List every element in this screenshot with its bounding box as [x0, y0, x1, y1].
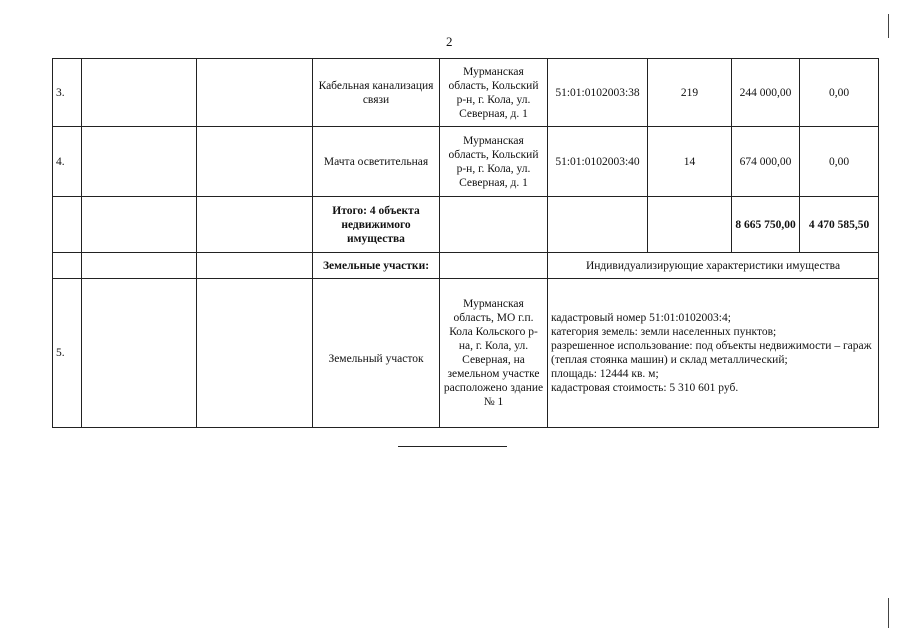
- empty-cell: [82, 279, 197, 428]
- table-row: [53, 59, 879, 127]
- row-number: 5.: [53, 279, 82, 428]
- land-section-label: Земельные участки:: [313, 253, 440, 279]
- empty-cell: [82, 197, 197, 253]
- property-registry-table: [52, 58, 879, 428]
- object-address: Мурманская область, Кольский р-н, г. Кола, ул. Северная, д. 1: [440, 127, 548, 197]
- object-address: Мурманская область, Кольский р-н, г. Кола, ул. Северная, д. 1: [440, 59, 548, 127]
- row-number: 4.: [53, 127, 82, 197]
- empty-cell: [197, 197, 313, 253]
- land-cadastral-value: кадастровая стоимость: 5 310 601 руб.: [551, 382, 739, 394]
- total-book-value: 8 665 750,00: [732, 197, 800, 253]
- book-value: 244 000,00: [732, 59, 800, 127]
- empty-cell: [82, 59, 197, 127]
- empty-cell: [53, 197, 82, 253]
- empty-cell: [82, 253, 197, 279]
- total-residual-value: 4 470 585,50: [800, 197, 879, 253]
- cadastral-number: 51:01:0102003:40: [548, 127, 648, 197]
- land-cadastral-number: кадастровый номер 51:01:0102003:4;: [551, 312, 731, 324]
- object-name: Мачта осветительная: [313, 127, 440, 197]
- empty-cell: [440, 197, 548, 253]
- footer-separator-line: [398, 446, 507, 447]
- empty-cell: [440, 253, 548, 279]
- residual-value: 0,00: [800, 127, 879, 197]
- cadastral-number: 51:01:0102003:38: [548, 59, 648, 127]
- row-number: 3.: [53, 59, 82, 127]
- object-area: 219: [648, 59, 732, 127]
- empty-cell: [197, 59, 313, 127]
- empty-cell: [53, 253, 82, 279]
- residual-value: 0,00: [800, 59, 879, 127]
- book-value: 674 000,00: [732, 127, 800, 197]
- land-permitted-use: разрешенное использование: под объекты недвижимости – гараж (теплая стоянка машин) и склад металлический;: [551, 340, 872, 366]
- total-label: Итого: 4 объекта недвижимого имущества: [313, 197, 440, 253]
- land-section-header-row: [53, 253, 879, 279]
- empty-cell: [548, 197, 648, 253]
- scan-edge-line-top: [888, 14, 889, 38]
- empty-cell: [197, 253, 313, 279]
- land-category: категория земель: земли населенных пунктов;: [551, 326, 777, 338]
- land-characteristics: [548, 279, 879, 428]
- empty-cell: [197, 127, 313, 197]
- object-area: 14: [648, 127, 732, 197]
- land-area: площадь: 12444 кв. м;: [551, 368, 659, 380]
- page-number: 2: [446, 34, 453, 49]
- land-address: Мурманская область, МО г.п. Кола Кольского р-на, г. Кола, ул. Северная, на земельном участке расположено здание № 1: [440, 279, 548, 428]
- scan-edge-line-bottom: [888, 598, 889, 628]
- table-row: [53, 127, 879, 197]
- total-row: [53, 197, 879, 253]
- empty-cell: [648, 197, 732, 253]
- land-object-name: Земельный участок: [313, 279, 440, 428]
- object-name: Кабельная канализация связи: [313, 59, 440, 127]
- empty-cell: [82, 127, 197, 197]
- empty-cell: [197, 279, 313, 428]
- characteristics-header: Индивидуализирующие характеристики имущества: [548, 253, 879, 279]
- land-row: [53, 279, 879, 428]
